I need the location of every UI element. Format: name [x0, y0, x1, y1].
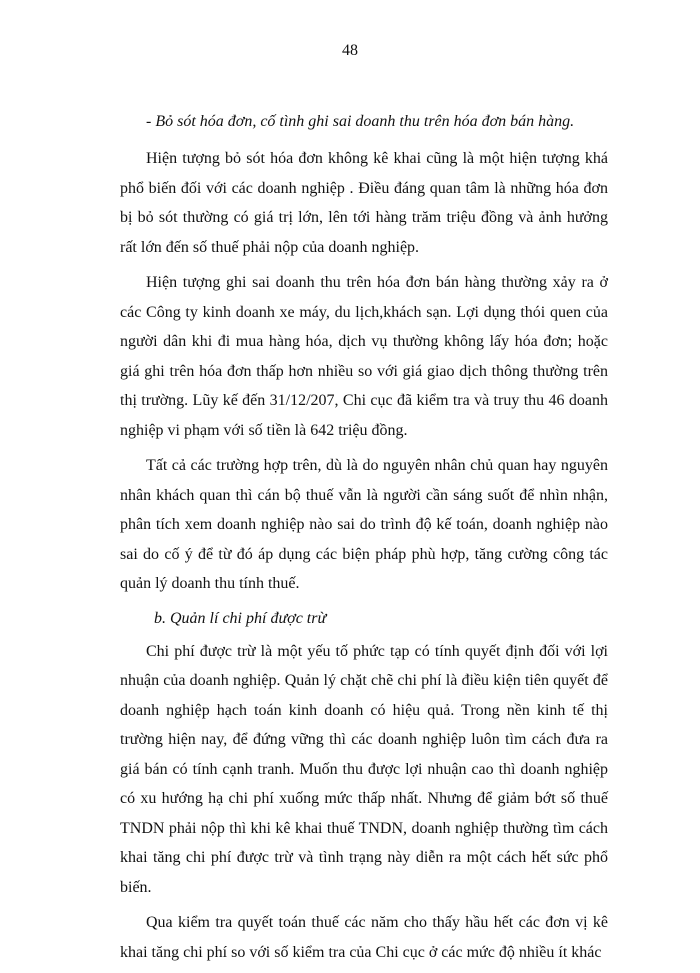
page-number: 48	[342, 42, 358, 59]
paragraph-a-3: Tất cả các trường hợp trên, dù là do nguyên nhân chủ quan hay nguyên nhân khách quan thì cán bộ thuế vẫn là người cần sáng suốt để nhìn nhận, phân tích xem doanh nghiệp nào sai do trình độ kế toán, doanh nghiệp nào sai do cố ý để từ đó áp dụng các biện pháp phù hợp, tăng cường công tác quản lý doanh thu tính thuế.	[120, 457, 608, 592]
paragraph-b-2: Qua kiểm tra quyết toán thuế các năm cho thấy hầu hết các đơn vị kê khai tăng chi phí so với số kiểm tra của Chi cục ở các mức độ nhiều ít khác	[120, 914, 608, 961]
page-content	[120, 110, 608, 973]
paragraph-a-2: Hiện tượng ghi sai doanh thu trên hóa đơn bán hàng thường xảy ra ở các Công ty kinh doanh xe máy, du lịch,khách sạn. Lợi dụng thói quen của người dân khi đi mua hàng hóa, dịch vụ thường không lấy hóa đơn; hoặc giá ghi trên hóa đơn thấp hơn nhiều so với giá giao dịch thông thường trên thị trường. Lũy kế đến 31/12/207, Chi cục đã kiểm tra và truy thu 46 doanh nghiệp vi phạm với số tiền là 642 triệu đồng.	[120, 274, 608, 439]
section-a-heading: - Bỏ sót hóa đơn, cố tình ghi sai doanh thu trên hóa đơn bán hàng.	[146, 113, 575, 130]
paragraph-a-1: Hiện tượng bỏ sót hóa đơn không kê khai cũng là một hiện tượng khá phổ biến đối với các doanh nghiệp . Điều đáng quan tâm là những hóa đơn bị bỏ sót thường có giá trị lớn, lên tới hàng trăm triệu đồng và ảnh hưởng rất lớn đến số thuế phải nộp của doanh nghiệp.	[120, 150, 608, 256]
paragraph-b-1: Chi phí được trừ là một yếu tố phức tạp có tính quyết định đối với lợi nhuận của doanh nghiệp. Quản lý chặt chẽ chi phí là điều kiện tiên quyết để doanh nghiệp hạch toán kinh doanh có hiệu quả. Trong nền kinh tế thị trường hiện nay, để đứng vững thì các doanh nghiệp luôn tìm cách đưa ra giá bán có tính cạnh tranh. Muốn thu được lợi nhuận cao thì doanh nghiệp có xu hướng hạ chi phí xuống mức thấp nhất. Nhưng để giảm bớt số thuế TNDN phải nộp thì khi kê khai thuế TNDN, doanh nghiệp thường tìm cách khai tăng chi phí được trừ và tình trạng này diễn ra một cách hết sức phổ biến.	[120, 642, 608, 896]
section-b-heading: b. Quản lí chi phí được trừ	[154, 609, 327, 627]
